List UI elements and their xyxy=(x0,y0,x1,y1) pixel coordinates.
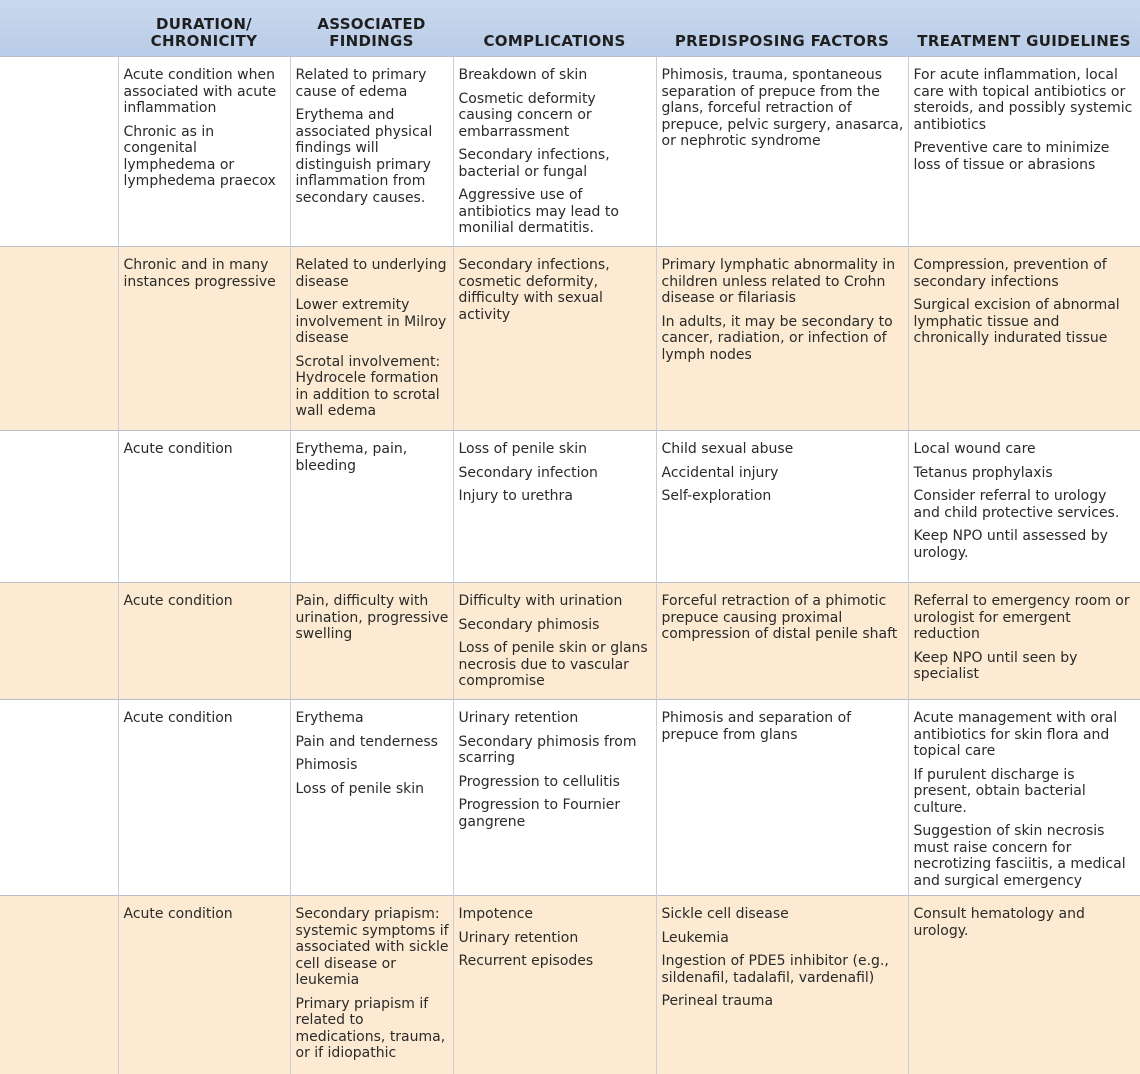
complications-cell xyxy=(453,583,656,700)
complications-text: Secondary phimosis xyxy=(458,616,600,633)
header-complications: COMPLICATIONS xyxy=(453,0,656,57)
predisposing-text: Child sexual abuse xyxy=(661,441,794,457)
treatment-text: Acute management with oral antibiotics for skin flora and topical care xyxy=(913,710,1118,759)
treatment-cell xyxy=(908,583,1140,700)
treatment-text: Compression, prevention of secondary infections xyxy=(913,257,1107,290)
duration-text: Acute condition xyxy=(123,710,233,726)
header-row xyxy=(0,0,1140,57)
row-label-cell xyxy=(0,247,118,431)
complications-text: Aggressive use of antibiotics may lead to monilial dermatitis. xyxy=(458,187,619,236)
predisposing-cell xyxy=(656,247,908,431)
duration-cell xyxy=(118,700,290,896)
complications-cell xyxy=(453,247,656,431)
treatment-text: For acute inflammation, local care with topical antibiotics or steroids, and possibly systemic antibiotics xyxy=(913,67,1133,133)
complications-text: Injury to urethra xyxy=(458,488,573,504)
complications-text: Loss of penile skin xyxy=(458,441,587,457)
header-duration-line1: DURATION/ xyxy=(156,15,252,33)
findings-cell xyxy=(290,247,453,431)
table-row xyxy=(0,57,1140,247)
findings-text: Secondary priapism: systemic symptoms if associated with sickle cell disease or leukemia xyxy=(295,906,449,988)
treatment-text: Keep NPO until seen by specialist xyxy=(913,649,1078,682)
row-label-cell xyxy=(0,431,118,583)
complications-text: Secondary infections, bacterial or fungal xyxy=(458,147,610,180)
predisposing-cell xyxy=(656,700,908,896)
treatment-cell xyxy=(908,247,1140,431)
complications-text: Secondary infection xyxy=(458,464,598,481)
complications-text: Secondary infections, cosmetic deformity, difficulty with sexual activity xyxy=(458,257,610,323)
complications-text: Breakdown of skin xyxy=(458,67,588,83)
header-duration xyxy=(118,0,290,57)
complications-text: Cosmetic deformity causing concern or embarrassment xyxy=(458,90,596,140)
treatment-cell xyxy=(908,700,1140,896)
treatment-text: Referral to emergency room or urologist for emergent reduction xyxy=(913,593,1130,642)
complications-text: Secondary phimosis from scarring xyxy=(458,733,637,766)
treatment-cell xyxy=(908,57,1140,247)
predisposing-text: Phimosis and separation of prepuce from glans xyxy=(661,710,852,743)
findings-text: Related to underlying disease xyxy=(295,257,447,290)
table-row xyxy=(0,431,1140,583)
complications-text: Loss of penile skin or glans necrosis due to vascular compromise xyxy=(458,640,648,689)
duration-text: Acute condition xyxy=(123,441,233,457)
complications-text: Progression to cellulitis xyxy=(458,773,620,790)
treatment-text: Preventive care to minimize loss of tissue or abrasions xyxy=(913,140,1110,173)
complications-cell xyxy=(453,431,656,583)
treatment-text: Local wound care xyxy=(913,441,1036,457)
table-row xyxy=(0,700,1140,896)
findings-text: Loss of penile skin xyxy=(295,780,424,797)
predisposing-text: Phimosis, trauma, spontaneous separation of prepuce from the glans, forceful retraction of prepuce, pelvic surgery, anasarca, or nephrotic syndrome xyxy=(661,67,904,149)
treatment-cell xyxy=(908,896,1140,1074)
table-row xyxy=(0,896,1140,1074)
duration-text: Acute condition xyxy=(123,906,233,922)
header-findings-line2: FINDINGS xyxy=(329,32,414,50)
predisposing-text: Perineal trauma xyxy=(661,993,774,1009)
predisposing-text: Self-exploration xyxy=(661,488,772,504)
findings-text: Pain, difficulty with urination, progressive swelling xyxy=(295,593,449,642)
findings-text: Erythema xyxy=(295,710,364,726)
treatment-text: Consult hematology and urology. xyxy=(913,906,1085,939)
predisposing-cell xyxy=(656,583,908,700)
findings-text: Primary priapism if related to medications, trauma, or if idiopathic xyxy=(295,995,446,1061)
complications-text: Urinary retention xyxy=(458,929,579,946)
findings-text: Erythema and associated physical findings will distinguish primary inflammation from secondary causes. xyxy=(295,107,433,206)
duration-cell xyxy=(118,57,290,247)
predisposing-cell xyxy=(656,57,908,247)
findings-cell xyxy=(290,583,453,700)
predisposing-text: Accidental injury xyxy=(661,464,779,481)
complications-cell xyxy=(453,700,656,896)
table-row xyxy=(0,247,1140,431)
complications-cell xyxy=(453,57,656,247)
table-row xyxy=(0,583,1140,700)
header-treatment: TREATMENT GUIDELINES xyxy=(908,0,1140,57)
predisposing-text: Ingestion of PDE5 inhibitor (e.g., sildenafil, tadalafil, vardenafil) xyxy=(661,953,889,986)
predisposing-cell xyxy=(656,431,908,583)
findings-text: Phimosis xyxy=(295,757,358,773)
row-label-cell xyxy=(0,57,118,247)
findings-cell xyxy=(290,57,453,247)
findings-text: Scrotal involvement: Hydrocele formation in addition to scrotal wall edema xyxy=(295,353,441,419)
header-findings-line1: ASSOCIATED xyxy=(317,15,426,33)
header-findings xyxy=(290,0,453,57)
findings-text: Related to primary cause of edema xyxy=(295,67,427,100)
table-body xyxy=(0,57,1140,1074)
treatment-text: Tetanus prophylaxis xyxy=(913,464,1053,481)
predisposing-cell xyxy=(656,896,908,1074)
duration-text: Acute condition xyxy=(123,593,233,609)
complications-text: Impotence xyxy=(458,906,534,922)
header-duration-line2: CHRONICITY xyxy=(150,32,258,50)
findings-cell xyxy=(290,700,453,896)
duration-cell xyxy=(118,896,290,1074)
row-label-cell xyxy=(0,700,118,896)
complications-cell xyxy=(453,896,656,1074)
header-predisposing: PREDISPOSING FACTORS xyxy=(656,0,908,57)
duration-cell xyxy=(118,583,290,700)
treatment-text: Suggestion of skin necrosis must raise concern for necrotizing fasciitis, a medical and surgical emergency xyxy=(913,823,1126,889)
duration-text: Chronic and in many instances progressive xyxy=(123,257,276,290)
predisposing-text: Forceful retraction of a phimotic prepuce causing proximal compression of distal penile shaft xyxy=(661,593,898,642)
complications-text: Difficulty with urination xyxy=(458,593,623,609)
findings-cell xyxy=(290,431,453,583)
predisposing-text: Leukemia xyxy=(661,929,729,946)
treatment-text: Consider referral to urology and child protective services. xyxy=(913,488,1120,521)
treatment-text: Surgical excision of abnormal lymphatic tissue and chronically indurated tissue xyxy=(913,297,1120,346)
duration-cell xyxy=(118,247,290,431)
duration-text: Chronic as in congenital lymphedema or lymphedema praecox xyxy=(123,123,276,189)
complications-text: Progression to Fournier gangrene xyxy=(458,797,621,830)
complications-text: Recurrent episodes xyxy=(458,953,594,969)
treatment-text: If purulent discharge is present, obtain bacterial culture. xyxy=(913,766,1086,816)
predisposing-text: Sickle cell disease xyxy=(661,906,789,922)
duration-cell xyxy=(118,431,290,583)
findings-cell xyxy=(290,896,453,1074)
row-label-cell xyxy=(0,583,118,700)
treatment-cell xyxy=(908,431,1140,583)
header-blank xyxy=(0,0,118,57)
duration-text: Acute condition when associated with acute inflammation xyxy=(123,67,277,116)
predisposing-text: Primary lymphatic abnormality in children unless related to Crohn disease or filariasis xyxy=(661,257,896,306)
findings-text: Pain and tenderness xyxy=(295,733,438,750)
findings-text: Erythema, pain, bleeding xyxy=(295,441,408,474)
predisposing-text: In adults, it may be secondary to cancer, radiation, or infection of lymph nodes xyxy=(661,313,893,363)
treatment-text: Keep NPO until assessed by urology. xyxy=(913,528,1108,561)
findings-text: Lower extremity involvement in Milroy disease xyxy=(295,297,447,346)
row-label-cell xyxy=(0,896,118,1074)
complications-text: Urinary retention xyxy=(458,710,579,726)
